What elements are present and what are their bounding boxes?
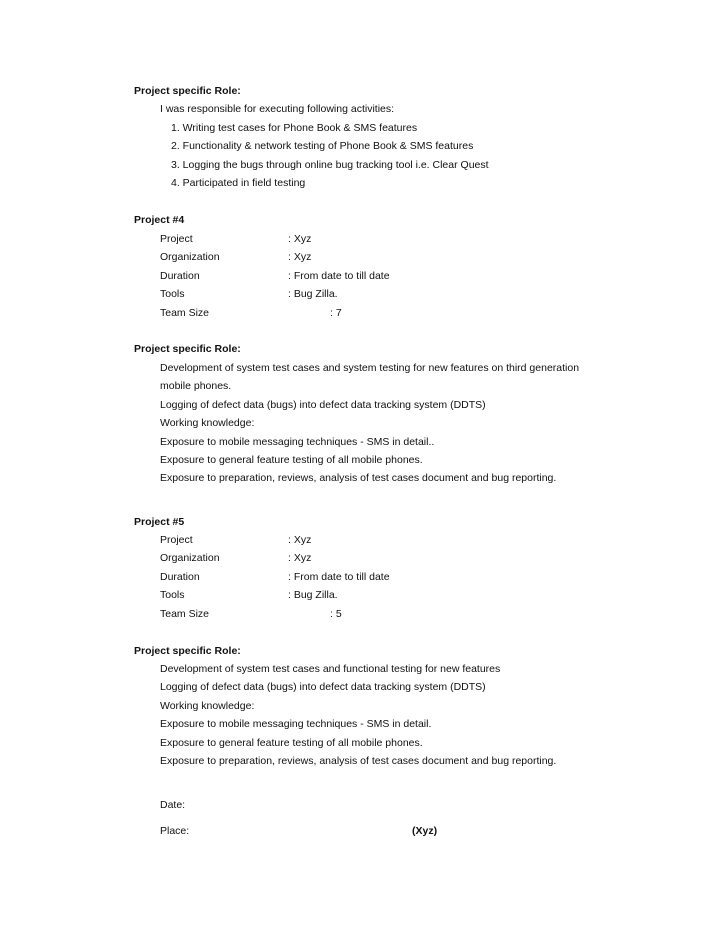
role-line: Logging of defect data (bugs) into defect data tracking system (DDTS) <box>160 399 486 411</box>
signature-name: (Xyz) <box>412 825 438 837</box>
role-line: Exposure to preparation, reviews, analysis of test cases document and bug reporting. <box>160 472 557 484</box>
section-heading: Project specific Role: <box>134 343 241 355</box>
field-label: Project <box>160 233 193 245</box>
project-heading: Project #5 <box>134 516 185 528</box>
field-label: Duration <box>160 571 200 583</box>
field-label: Organization <box>160 251 220 263</box>
field-value: : Bug Zilla. <box>288 589 338 601</box>
role-line: Development of system test cases and functional testing for new features <box>160 663 501 675</box>
section-heading: Project specific Role: <box>134 85 241 97</box>
role-line: Development of system test cases and system testing for new features on third generation <box>160 362 580 374</box>
date-label: Date: <box>160 799 186 811</box>
field-label: Organization <box>160 552 220 564</box>
role-line: Exposure to mobile messaging techniques - SMS in detail. <box>160 718 432 730</box>
field-value: : 5 <box>330 608 342 620</box>
place-label: Place: <box>160 825 190 837</box>
field-value: : Xyz <box>288 251 312 263</box>
field-label: Project <box>160 534 193 546</box>
role-line: Logging of defect data (bugs) into defect data tracking system (DDTS) <box>160 681 486 693</box>
list-item: 4. Participated in field testing <box>171 177 306 189</box>
role-line: Exposure to general feature testing of all mobile phones. <box>160 454 423 466</box>
field-value: : Xyz <box>288 534 312 546</box>
field-label: Tools <box>160 288 185 300</box>
role-line: mobile phones. <box>160 380 232 392</box>
role-line: Exposure to general feature testing of all mobile phones. <box>160 737 423 749</box>
field-label: Tools <box>160 589 185 601</box>
list-item: 3. Logging the bugs through online bug tracking tool i.e. Clear Quest <box>171 159 489 171</box>
list-item: 1. Writing test cases for Phone Book & SMS features <box>171 122 418 134</box>
role-line: Working knowledge: <box>160 700 255 712</box>
role-line: Exposure to mobile messaging techniques - SMS in detail.. <box>160 436 435 448</box>
field-label: Duration <box>160 270 200 282</box>
section-heading: Project specific Role: <box>134 645 241 657</box>
field-value: : Xyz <box>288 233 312 245</box>
field-value: : From date to till date <box>288 270 390 282</box>
role-line: Exposure to preparation, reviews, analysis of test cases document and bug reporting. <box>160 755 557 767</box>
field-value: : Bug Zilla. <box>288 288 338 300</box>
field-label: Team Size <box>160 608 210 620</box>
role-line: Working knowledge: <box>160 417 255 429</box>
field-value: : Xyz <box>288 552 312 564</box>
field-value: : From date to till date <box>288 571 390 583</box>
field-label: Team Size <box>160 307 210 319</box>
list-item: 2. Functionality & network testing of Phone Book & SMS features <box>171 140 474 152</box>
intro-text: I was responsible for executing following activities: <box>160 103 395 115</box>
field-value: : 7 <box>330 307 342 319</box>
project-heading: Project #4 <box>134 214 185 226</box>
